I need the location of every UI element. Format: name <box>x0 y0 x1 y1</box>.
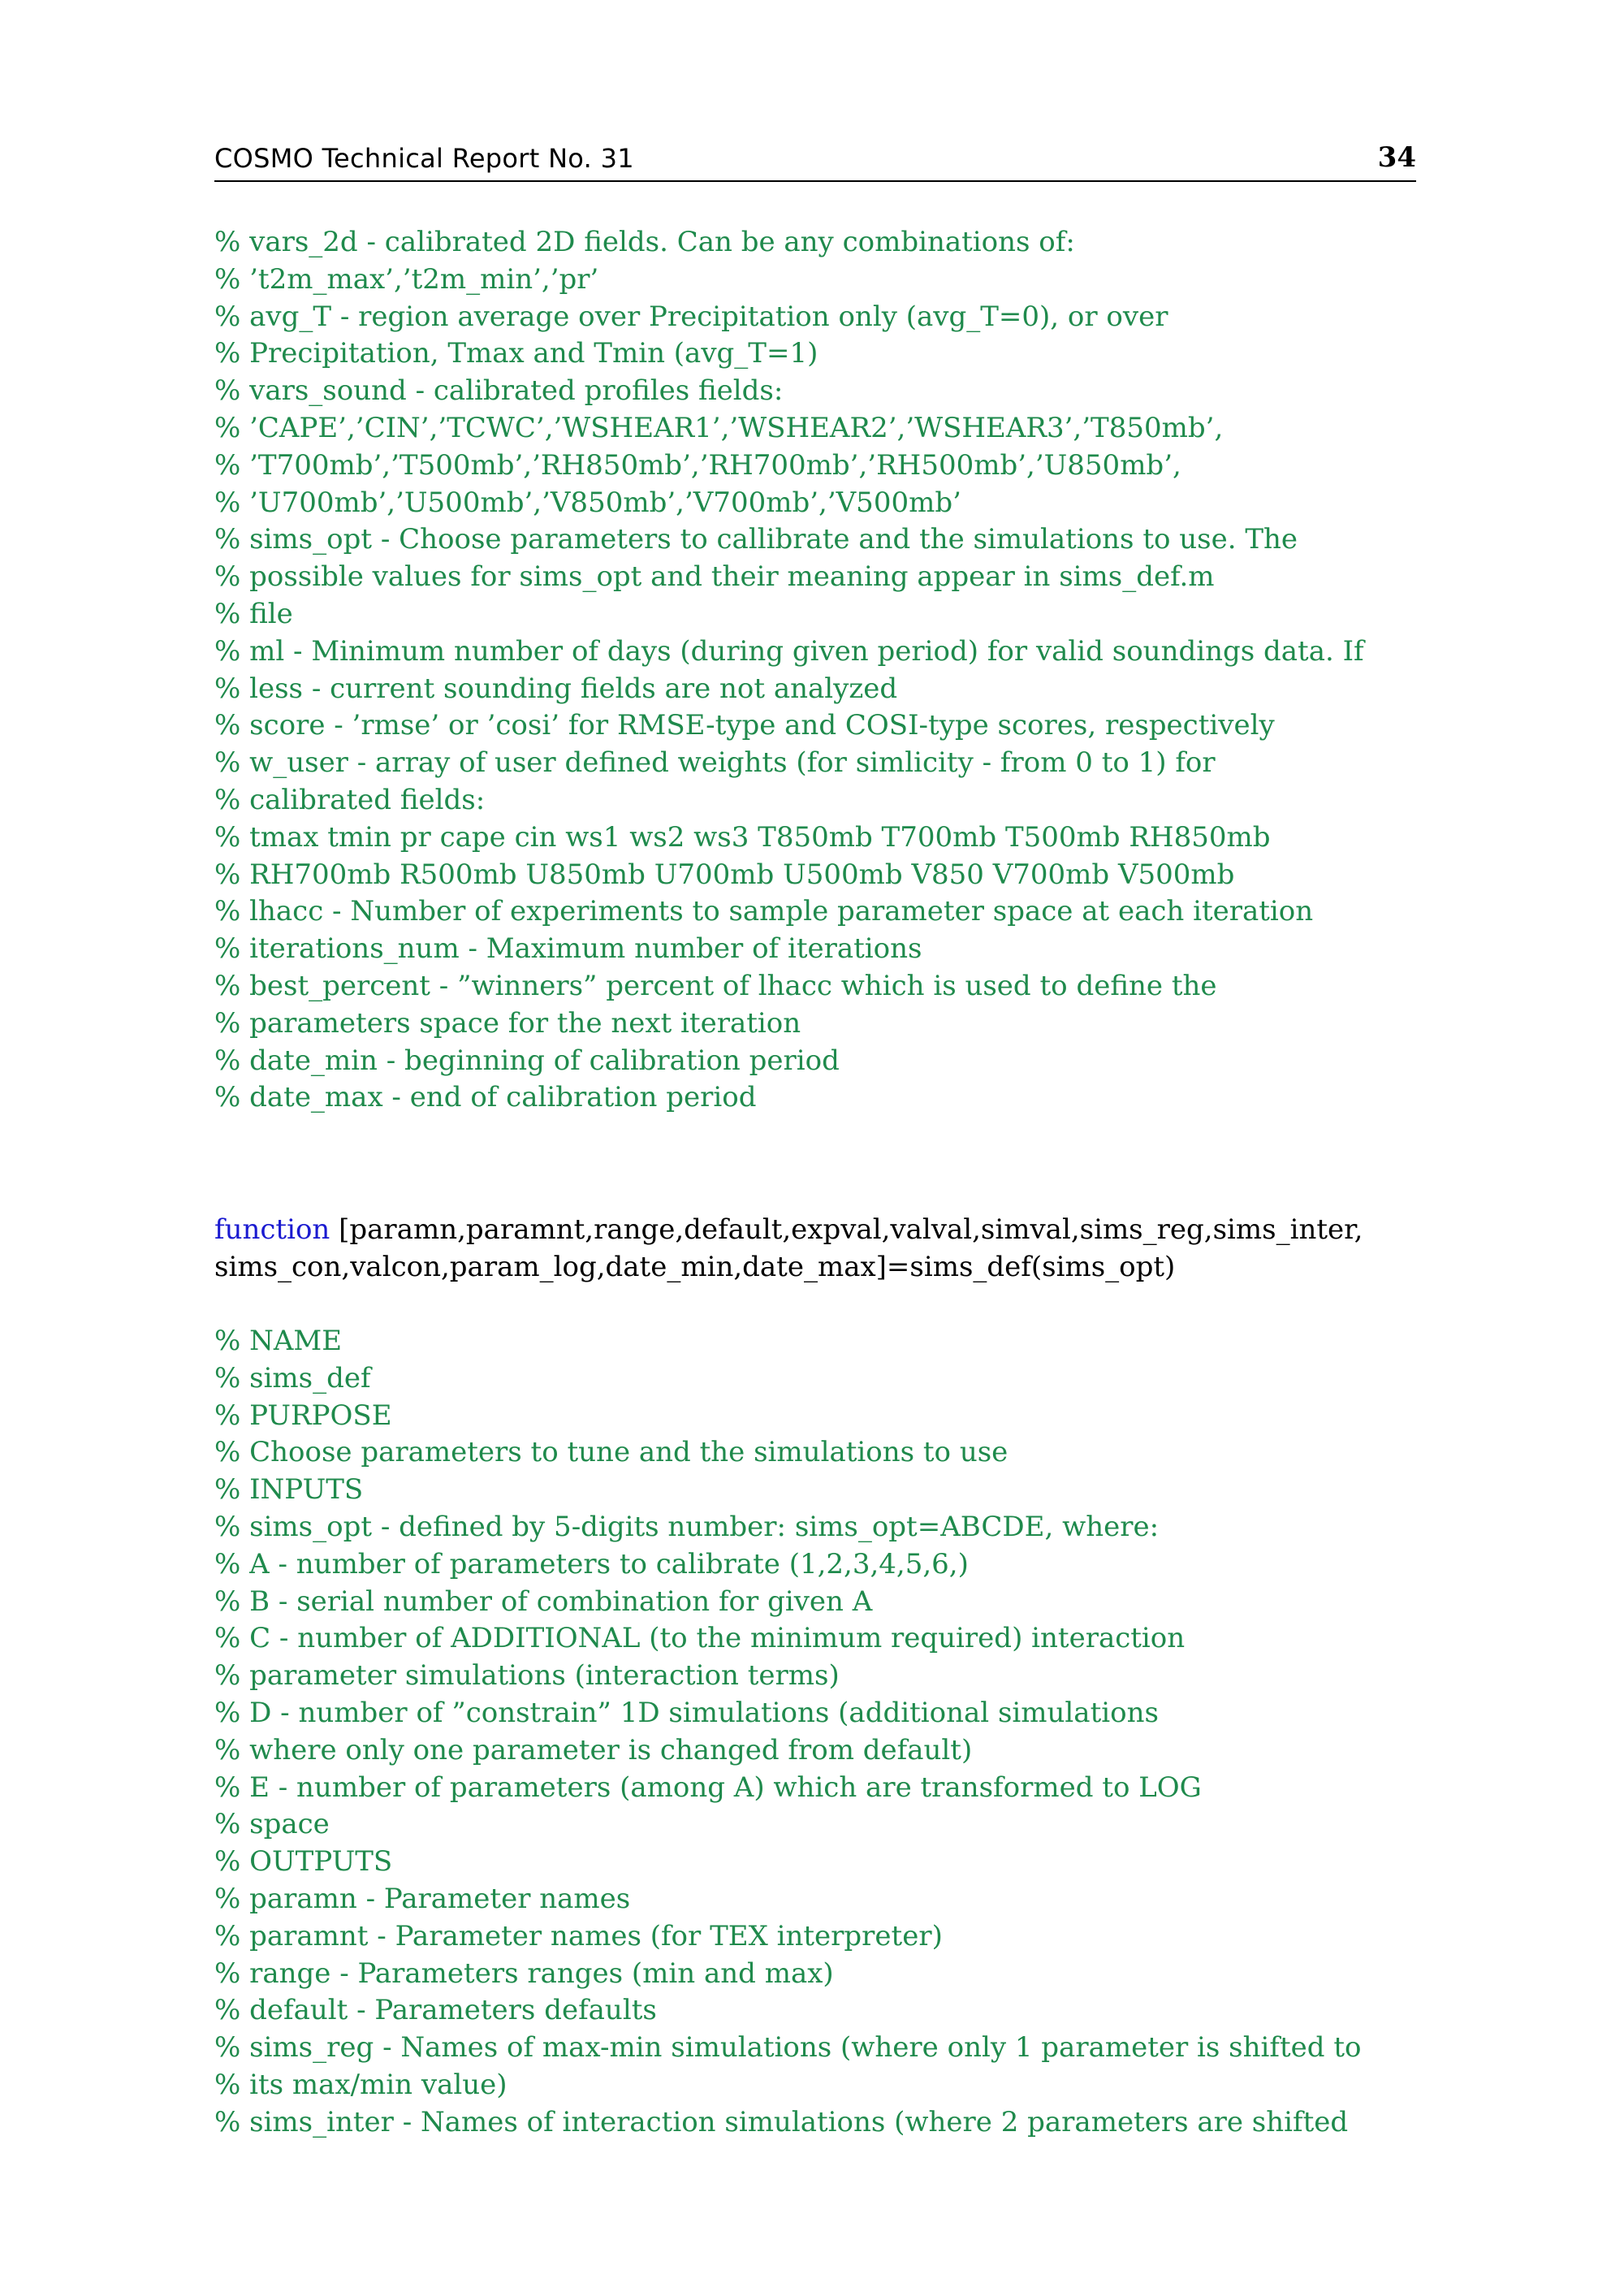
comment-line: % iterations_num - Maximum number of iterations <box>214 932 922 966</box>
function-signature-line-1 <box>214 1212 1432 1249</box>
function-keyword: function <box>214 1213 330 1246</box>
comment-line: % sims_inter - Names of interaction simulations (where 2 parameters are shifted <box>214 2105 1349 2138</box>
comment-line: % range - Parameters ranges (min and max) <box>214 1957 834 1990</box>
function-signature <box>214 1212 1432 1286</box>
comment-line: % RH700mb R500mb U850mb U700mb U500mb V850 V700mb V500mb <box>214 858 1235 891</box>
comment-line: % sims_reg - Names of max-min simulations (where only 1 parameter is shifted to <box>214 2031 1362 2065</box>
comment-line: % paramnt - Parameter names (for TEX interpreter) <box>214 1919 943 1952</box>
comment-line: % paramn - Parameter names <box>214 1882 631 1915</box>
comment-line: % INPUTS <box>214 1473 364 1507</box>
comment-line: % where only one parameter is changed from default) <box>214 1733 973 1766</box>
comment-line: % OUTPUTS <box>214 1845 393 1879</box>
comment-line: % D - number of ”constrain” 1D simulations (additional simulations <box>214 1696 1159 1729</box>
comment-line: % ’U700mb’,’U500mb’,’V850mb’,’V700mb’,’V500mb’ <box>214 486 961 519</box>
comment-line: % ml - Minimum number of days (during given period) for valid soundings data. If <box>214 634 1364 668</box>
comment-line: % Precipitation, Tmax and Tmin (avg_T=1) <box>214 337 818 370</box>
comment-line: % PURPOSE <box>214 1399 392 1432</box>
comment-line: % E - number of parameters (among A) which are transformed to LOG <box>214 1771 1202 1804</box>
comment-line: % date_min - beginning of calibration period <box>214 1044 840 1077</box>
comment-line: % B - serial number of combination for given A <box>214 1585 873 1618</box>
comment-line: % vars_sound - calibrated profiles fields: <box>214 374 784 408</box>
comment-line: % file <box>214 597 293 630</box>
comment-line: % avg_T - region average over Precipitation only (avg_T=0), or over <box>214 300 1168 333</box>
comment-line: % sims_def <box>214 1361 371 1394</box>
comment-line: % lhacc - Number of experiments to sample parameter space at each iteration <box>214 895 1314 928</box>
comment-line: % A - number of parameters to calibrate (1,2,3,4,5,6,) <box>214 1547 969 1580</box>
function-outputs: [paramn,paramnt,range,default,expval,valval,simval,sims_reg,sims_inter, <box>330 1213 1363 1246</box>
comment-line: % ’t2m_max’,’t2m_min’,’pr’ <box>214 262 599 296</box>
comment-line: % sims_opt - defined by 5-digits number: sims_opt=ABCDE, where: <box>214 1510 1160 1543</box>
comment-line: % parameters space for the next iteration <box>214 1006 801 1040</box>
comment-line: % possible values for sims_opt and their meaning appear in sims_def.m <box>214 560 1215 594</box>
comment-line: % date_max - end of calibration period <box>214 1081 757 1114</box>
comment-block-sims-def <box>214 1323 1432 2142</box>
function-signature-line-2: sims_con,valcon,param_log,date_min,date_max]=sims_def(sims_opt) <box>214 1250 1176 1283</box>
comment-line: % NAME <box>214 1325 343 1357</box>
comment-line: % parameter simulations (interaction terms) <box>214 1659 840 1693</box>
comment-line: % C - number of ADDITIONAL (to the minimum required) interaction <box>214 1622 1186 1655</box>
comment-line: % Choose parameters to tune and the simulations to use <box>214 1436 1009 1469</box>
comment-line: % ’CAPE’,’CIN’,’TCWC’,’WSHEAR1’,’WSHEAR2’,’WSHEAR3’,’T850mb’, <box>214 411 1224 444</box>
comment-line: % tmax tmin pr cape cin ws1 ws2 ws3 T850mb T700mb T500mb RH850mb <box>214 820 1271 854</box>
comment-line: % vars_2d - calibrated 2D fields. Can be any combinations of: <box>214 226 1075 258</box>
page-header <box>214 143 1416 182</box>
comment-line: % its max/min value) <box>214 2068 508 2101</box>
comment-line: % score - ’rmse’ or ’cosi’ for RMSE-type and COSI-type scores, respectively <box>214 709 1275 742</box>
comment-line: % w_user - array of user defined weights (for simlicity - from 0 to 1) for <box>214 746 1216 780</box>
comment-block-parameters <box>214 224 1432 1117</box>
comment-line: % calibrated fields: <box>214 783 486 816</box>
comment-line: % sims_opt - Choose parameters to callibrate and the simulations to use. The <box>214 523 1298 556</box>
page-number: 34 <box>1377 141 1416 174</box>
comment-line: % ’T700mb’,’T500mb’,’RH850mb’,’RH700mb’,’RH500mb’,’U850mb’, <box>214 448 1181 482</box>
comment-line: % space <box>214 1808 330 1841</box>
comment-line: % best_percent - ”winners” percent of lhacc which is used to define the <box>214 969 1217 1002</box>
comment-line: % default - Parameters defaults <box>214 1994 657 2027</box>
comment-line: % less - current sounding fields are not analyzed <box>214 672 898 705</box>
report-title: COSMO Technical Report No. 31 <box>214 143 634 174</box>
